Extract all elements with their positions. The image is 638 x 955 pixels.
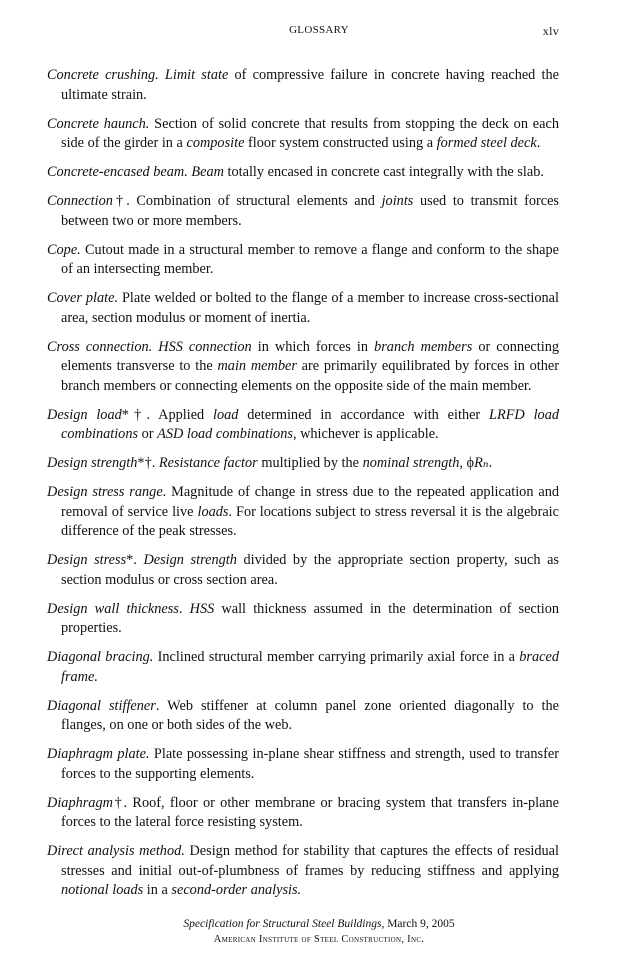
- entry-text-segment: LRFD load combinations: [61, 406, 559, 442]
- entry-text-segment: Resistance factor: [158, 455, 258, 471]
- entry-text-segment: Design load: [47, 406, 122, 423]
- entry-text-segment: . For locations subject to stress reversal it is the algebraic difference of the peak stresses.: [61, 503, 559, 539]
- entry-text-segment: †. Combination of structural elements and: [112, 193, 382, 209]
- footer-organization: American Institute of Steel Construction, Inc.: [213, 934, 425, 945]
- entry-text-segment: branch members: [374, 338, 473, 355]
- glossary-entry-design-load: [47, 406, 559, 445]
- glossary-entry-cover-plate: [47, 289, 559, 328]
- entry-text-segment: .: [536, 135, 541, 151]
- entry-text-segment: Design stress range: [47, 484, 163, 500]
- entry-text-segment: Plate possessing in-plane shear stiffness and strength, used to transfer forces to the supporting elements.: [61, 746, 559, 782]
- entry-text-segment: Design stress: [47, 552, 127, 568]
- entry-text-segment: in a: [143, 882, 172, 898]
- entry-text-segment: Section of solid concrete that results from stopping the deck on each side of the girder in a: [61, 115, 559, 151]
- entry-text-segment: .: [178, 600, 190, 617]
- entry-text-segment: formed steel deck: [436, 135, 537, 151]
- entry-text-segment: used to transmit forces between two or more members.: [61, 193, 559, 229]
- entry-text-segment: in which forces in: [251, 338, 375, 355]
- entry-text-segment: . Web stiffener at column panel zone oriented diagonally to the flanges, on one or both sides of the web.: [61, 697, 559, 733]
- entry-text-segment: wall thickness assumed in the determination of section properties.: [61, 600, 560, 636]
- glossary-entry-connection: [47, 192, 559, 231]
- entry-text-segment: Diagonal stiffener: [47, 697, 156, 714]
- entry-text-segment: nominal strength: [362, 455, 460, 471]
- glossary-entry-cross-connection: [47, 338, 559, 397]
- entry-text-segment: Rₙ: [474, 455, 489, 471]
- page-footer: [0, 917, 638, 947]
- page-number: xlv: [542, 24, 559, 38]
- glossary-entries: [47, 66, 559, 910]
- entry-text-segment: floor system constructed using a: [244, 135, 437, 151]
- glossary-entry-cope: [47, 241, 559, 280]
- glossary-entry-diaphragm-plate: [47, 745, 559, 784]
- entry-text-segment: Inclined structural member carrying primarily axial force in a: [153, 649, 520, 665]
- entry-text-segment: *†.: [137, 455, 159, 471]
- entry-text-segment: Design strength: [143, 552, 237, 568]
- entry-text-segment: .: [488, 455, 493, 471]
- entry-text-segment: of compressive failure in concrete having reached the ultimate strain.: [61, 67, 560, 103]
- entry-text-segment: loads: [197, 503, 229, 520]
- entry-text-segment: are primarily equilibrated by forces in other branch members or connecting elements on the opposite side of the main member.: [61, 358, 559, 394]
- entry-text-segment: *.: [126, 552, 144, 568]
- glossary-entry-design-stress: [47, 551, 559, 590]
- entry-text-segment: composite: [186, 135, 245, 151]
- entry-text-segment: Plate welded or bolted to the flange of a member to increase cross-sectional area, section modulus or moment of inertia.: [61, 290, 559, 326]
- entry-text-segment: divided by the appropriate section property, such as section modulus or cross section area.: [61, 552, 559, 588]
- glossary-entry-direct-analysis-method: [47, 842, 559, 901]
- glossary-entry-concrete-crushing: [47, 66, 559, 105]
- footer-spec-date: March 9, 2005: [384, 918, 455, 930]
- entry-text-segment: Connection: [47, 193, 113, 209]
- glossary-entry-design-strength: [47, 454, 559, 474]
- glossary-entry-diagonal-stiffener: [47, 697, 559, 736]
- entry-text-segment: Concrete haunch.: [47, 115, 150, 132]
- entry-text-segment: Diagonal bracing.: [47, 649, 154, 665]
- entry-text-segment: or connecting elements transverse to the: [61, 338, 560, 374]
- entry-text-segment: HSS: [189, 600, 215, 617]
- glossary-entry-diagonal-bracing: [47, 648, 559, 687]
- entry-text-segment: Cover plate.: [47, 290, 119, 306]
- entry-text-segment: Concrete-encased beam. Beam: [47, 164, 224, 180]
- entry-text-segment: Diaphragm plate.: [47, 746, 150, 762]
- entry-text-segment: Concrete crushing. Limit state: [47, 67, 229, 83]
- entry-text-segment: . Magnitude of change in stress due to the repeated application and removal of service live: [61, 484, 559, 520]
- entry-text-segment: Cross connection. HSS connection: [47, 338, 252, 355]
- entry-text-segment: totally encased in concrete cast integrally with the slab.: [223, 164, 544, 180]
- entry-text-segment: Design wall thickness: [47, 600, 179, 617]
- entry-text-segment: Design method for stability that captures the effects of residual stresses and initial out-of-plumbness of frames by reducing stiffness and applying: [61, 843, 560, 879]
- running-header: [0, 24, 638, 40]
- entry-text-segment: Diaphragm: [47, 794, 113, 811]
- entry-text-segment: Design strength: [47, 455, 138, 471]
- glossary-entry-concrete-encased-beam: [47, 163, 559, 183]
- glossary-entry-design-wall-thickness: [47, 600, 559, 639]
- entry-text-segment: determined in accordance with either: [238, 406, 490, 423]
- entry-text-segment: ASD load combinations: [157, 426, 293, 442]
- entry-text-segment: notional loads: [61, 882, 144, 898]
- entry-text-segment: or: [138, 426, 158, 442]
- footer-spec-title: Specification for Structural Steel Buildings,: [183, 918, 385, 930]
- entry-text-segment: joints: [381, 193, 414, 209]
- glossary-entry-diaphragm: [47, 794, 559, 833]
- header-title: GLOSSARY: [289, 24, 349, 36]
- entry-text-segment: Cope.: [47, 241, 81, 258]
- entry-text-segment: †. Roof, floor or other membrane or bracing system that transfers in-plane forces to the lateral force resisting system.: [61, 794, 559, 830]
- entry-text-segment: , whichever is applicable.: [292, 426, 439, 442]
- entry-text-segment: braced frame.: [61, 649, 559, 685]
- entry-text-segment: , ϕ: [459, 455, 475, 471]
- entry-text-segment: multiplied by the: [257, 455, 363, 471]
- footer-spec-line: [0, 917, 638, 932]
- glossary-entry-design-stress-range: [47, 483, 559, 542]
- entry-text-segment: second-order analysis.: [171, 882, 302, 898]
- entry-text-segment: load: [213, 406, 239, 423]
- entry-text-segment: main member: [217, 358, 297, 374]
- glossary-entry-concrete-haunch: [47, 115, 559, 154]
- entry-text-segment: Direct analysis method.: [47, 843, 185, 859]
- entry-text-segment: *†. Applied: [121, 406, 214, 423]
- entry-text-segment: Cutout made in a structural member to remove a flange and conform to the shape of an intersecting member.: [61, 241, 559, 277]
